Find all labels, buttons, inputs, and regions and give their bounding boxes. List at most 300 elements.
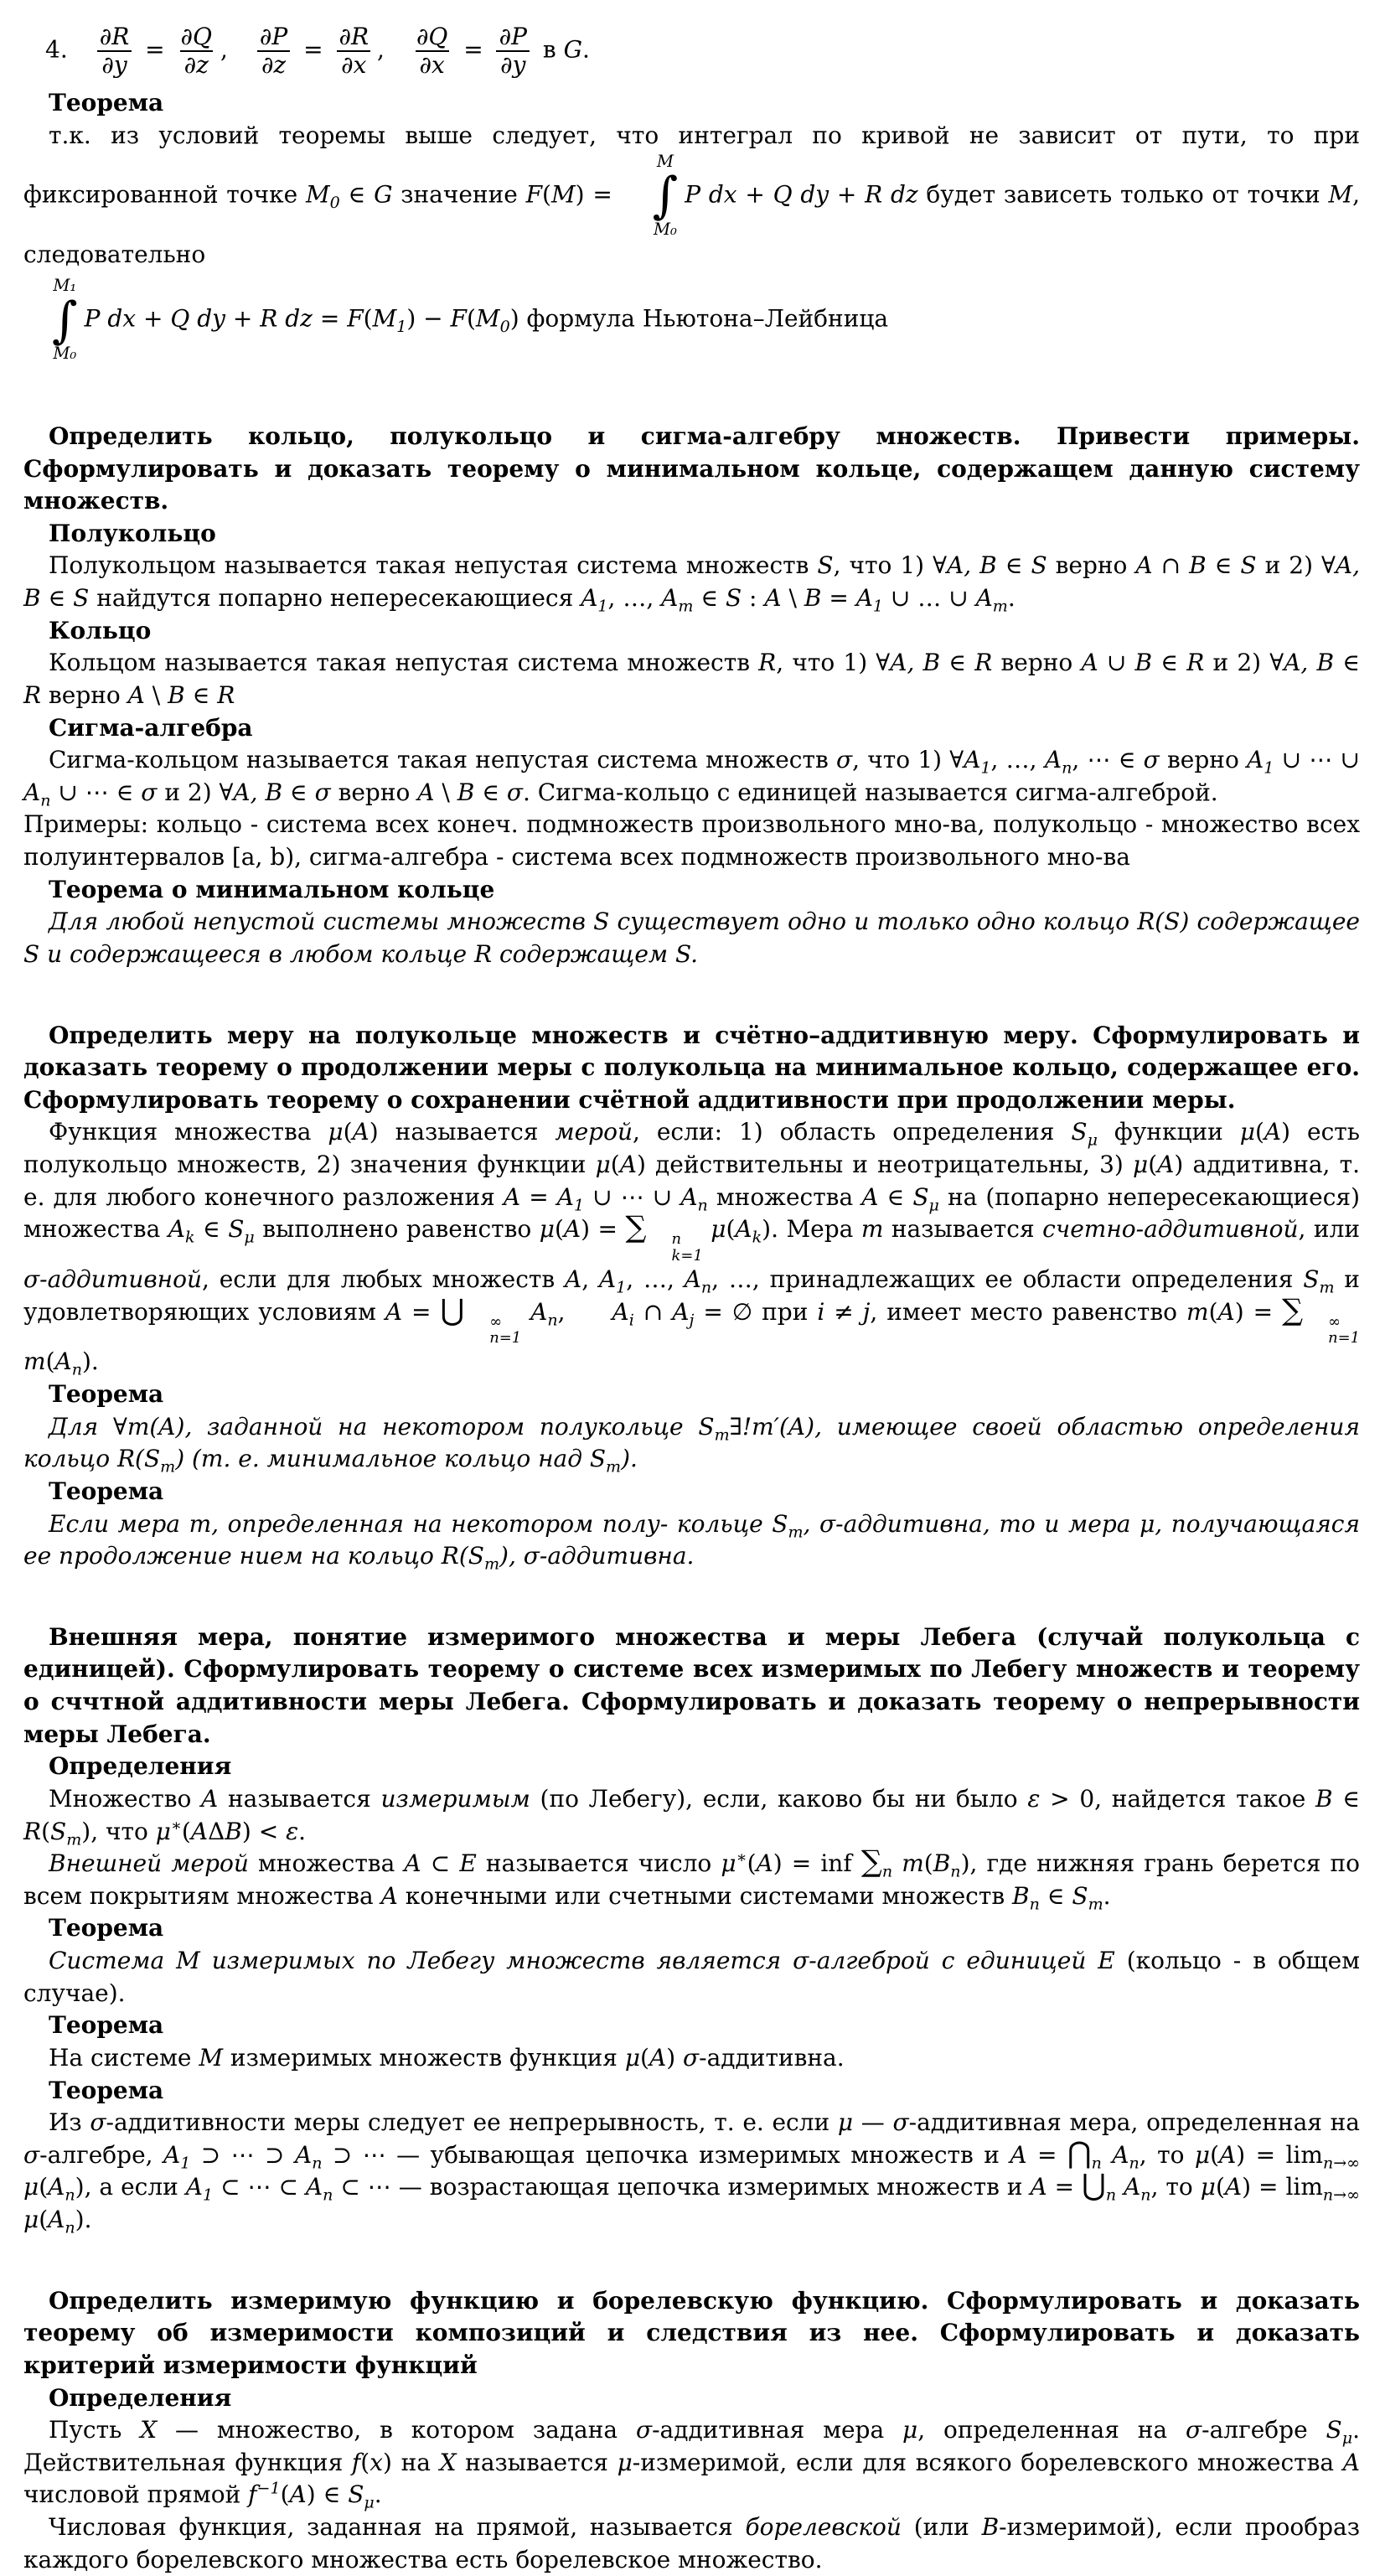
paragraph — [23, 1116, 1360, 1379]
italic-run: счетно-аддитивной — [1042, 1215, 1299, 1244]
paragraph — [23, 2042, 1360, 2075]
text-run: функции — [1097, 1118, 1240, 1146]
italic-run: измеримым — [380, 1784, 530, 1813]
subscript: n — [881, 1862, 893, 1881]
italic-run: A — [661, 584, 679, 613]
italic-run: μ — [155, 1817, 171, 1845]
text-run: Примеры: кольцо - система всех конеч. подмножеств произвольного мно-ва, полукольцо - множество всех полуинтервалов [a, b), сигма-алгебра - система всех подмножеств произвольного мно-ва — [23, 810, 1360, 872]
denominator: ∂x — [416, 50, 449, 79]
text-run: > 0, найдется такое — [1040, 1784, 1315, 1813]
subscript: 1 — [616, 1278, 627, 1297]
text-run: ( — [45, 1347, 55, 1376]
text-run: ( — [41, 1817, 51, 1845]
text-run: ∈ — [474, 778, 507, 806]
text-run: , определенная на — [917, 2416, 1186, 2444]
display-equation — [23, 23, 1360, 79]
text-run: ∪ ⋯ ∪ — [1274, 746, 1361, 774]
text-run: -аддитивна. — [699, 2043, 845, 2072]
italic-run: M — [550, 180, 576, 209]
italic-run: m — [860, 1215, 884, 1244]
italic-run: A — [503, 1182, 521, 1211]
subscript-line: n=1 — [1328, 1329, 1361, 1347]
italic-run: E — [459, 1849, 477, 1878]
text-run: ( — [466, 304, 476, 333]
italic-run: S — [1303, 1265, 1320, 1294]
text-run: ( — [360, 2448, 370, 2476]
italic-run: σ — [1186, 2416, 1202, 2444]
subscript: n — [700, 1278, 712, 1297]
text-run: ), а если — [75, 2173, 186, 2201]
text-run: ) аддитивна, т. е. для любого конечного разложения — [23, 1151, 1360, 1211]
italic-run: σ — [141, 778, 158, 806]
italic-run: μ — [1132, 1151, 1149, 1179]
italic-run: A — [417, 778, 435, 806]
text-run — [1102, 2141, 1112, 2169]
text-run: верно — [41, 680, 128, 709]
subscript: 1 — [597, 597, 608, 616]
integral-with-limits — [628, 153, 679, 240]
subscript: n — [1140, 2186, 1151, 2206]
subscript: n — [323, 2186, 333, 2206]
subscript: 0 — [329, 193, 340, 212]
text-run: -аддитивная мера, определенная на — [908, 2108, 1360, 2137]
text-run: , — [581, 1265, 599, 1294]
question-heading: Внешняя мера, понятие измеримого множества и меры Лебега (случай полукольца с единицей). Сформулировать теорему о системе всех измеримых по Лебегу множеств и теорему о сччтной аддитивности меры Лебега. Сформулировать и доказать теорему о непрерывности меры Лебега. — [23, 1622, 1360, 1748]
subscript: k — [184, 1228, 195, 1247]
text-run: (по Лебегу), если, каково бы ни было — [530, 1784, 1028, 1813]
italic-run: ε — [286, 1817, 299, 1845]
italic-run: f — [248, 2480, 257, 2509]
italic-run: A — [1135, 551, 1153, 580]
question-heading: Определить кольцо, полукольцо и сигма-алгебру множеств. Привести примеры. Сформулировать и доказать теорему о минимальном кольце, содержащем данную систему множеств. — [23, 422, 1360, 515]
subscript: n→∞ — [1322, 2154, 1361, 2173]
italic-run: A — [380, 1881, 398, 1910]
italic-run: A — [612, 1297, 629, 1326]
italic-run: A — [1081, 649, 1098, 677]
italic-run: A — [1217, 1297, 1235, 1326]
italic-run: A — [1124, 2173, 1141, 2201]
sup-sub-stack — [647, 1231, 703, 1264]
text-run: = — [1047, 2173, 1083, 2201]
paragraph — [23, 744, 1360, 809]
italic-run: σ — [835, 746, 853, 774]
italic-run: A, B — [947, 551, 997, 580]
italic-run: S — [817, 551, 834, 580]
spacer — [23, 2237, 1360, 2285]
italic-run: A — [1342, 2448, 1360, 2476]
text-run: , …, принадлежащих ее области определения — [711, 1265, 1304, 1294]
italic-run: S — [912, 1182, 929, 1211]
text-run: ∪ ⋯ ∈ — [50, 778, 142, 806]
text-run: ). Мера — [762, 1215, 861, 1244]
subscript: m — [160, 1457, 176, 1477]
text-run: Сигма-кольцом называется такая непустая система множеств — [49, 746, 836, 774]
fraction — [334, 23, 373, 79]
subscript-line: n=1 — [489, 1329, 522, 1347]
text-run: = — [821, 584, 856, 613]
italic-run: A — [1030, 2173, 1047, 2201]
italic-run: A — [861, 1182, 879, 1211]
paragraph — [23, 809, 1360, 873]
italic-run: Внешней мерой — [49, 1849, 249, 1878]
italic-run: R — [23, 680, 42, 709]
big-operator: ∑ — [1282, 1293, 1304, 1327]
text-run: , то — [1150, 2173, 1201, 2201]
subscript: 1 — [203, 2186, 214, 2206]
text-run: Для ∀m(A), заданной на некотором полукольце S — [49, 1412, 715, 1441]
text-run: ) = — [581, 1215, 626, 1244]
italic-run: A — [168, 1215, 185, 1244]
fraction — [256, 23, 292, 79]
subscript: m — [1088, 1895, 1103, 1914]
paragraph — [23, 2414, 1360, 2511]
text-run — [521, 1298, 530, 1326]
text-run: ∈ — [1152, 649, 1187, 677]
text-run: = — [1026, 2140, 1067, 2169]
text-run: Пусть — [49, 2416, 141, 2444]
italic-run: B — [1315, 1784, 1333, 1813]
numerator: ∂Q — [416, 23, 448, 50]
italic-run: A — [1157, 1151, 1175, 1179]
italic-run: A — [1224, 2173, 1243, 2201]
roman-run: (кольцо - в общем случае). — [23, 1947, 1360, 2007]
theorem-paragraph — [23, 1945, 1360, 2010]
italic-run: A — [564, 1265, 582, 1294]
italic-run: M — [475, 304, 500, 333]
denominator: ∂z — [257, 50, 290, 79]
heading: Полукольцо — [49, 519, 216, 547]
text-run: , то — [1139, 2140, 1195, 2169]
text-run: = — [296, 35, 331, 64]
heading: Определения — [49, 2383, 232, 2412]
text-run: множества — [248, 1849, 405, 1878]
integral-sign: ∫ — [652, 166, 679, 225]
subscript: n — [950, 1862, 961, 1881]
text-run: ∈ — [1334, 649, 1360, 677]
italic-run: R — [1186, 649, 1205, 677]
italic-run: M — [1328, 180, 1353, 209]
subscript: n — [1029, 1895, 1040, 1914]
text-run: = — [312, 304, 348, 333]
italic-run: F — [450, 304, 467, 333]
text-run: , если для любых множеств — [202, 1265, 565, 1294]
big-operator: ⋂ — [1067, 2136, 1092, 2170]
heading: Теорема — [49, 89, 164, 117]
heading: Теорема — [49, 2076, 164, 2104]
italic-run: σ — [506, 778, 523, 806]
italic-run: m — [23, 1347, 46, 1376]
subscript: m — [1319, 1278, 1335, 1297]
italic-run: B — [981, 2513, 1000, 2542]
text-run: называется — [218, 1784, 381, 1813]
spacer — [23, 1573, 1360, 1622]
italic-run: A — [352, 1118, 370, 1146]
italic-run: мерой — [555, 1118, 633, 1146]
subscript: n — [697, 1196, 708, 1215]
subscript: 0 — [499, 318, 510, 337]
denominator: ∂y — [97, 50, 131, 79]
heading: Кольцо — [49, 616, 152, 644]
italic-run: μ — [1200, 2173, 1216, 2201]
text-run: , — [557, 1297, 612, 1326]
text-run: ∈ — [996, 551, 1031, 580]
text-run: + — [136, 304, 171, 333]
italic-run: X — [140, 2416, 158, 2444]
subscript: n — [312, 2154, 323, 2173]
italic-run: A — [1264, 1118, 1282, 1146]
text-run: , ⋯ ∈ — [1072, 746, 1144, 774]
italic-run: A — [1219, 2140, 1237, 2169]
italic-run: S — [1071, 1118, 1088, 1146]
subscript: μ — [928, 1196, 939, 1215]
superscript-line: ∞ — [1328, 1312, 1341, 1331]
subscript: m — [483, 1554, 500, 1574]
text-run: Если мера m, определенная на некотором полу- кольце S — [49, 1509, 788, 1538]
text-run: , следовательно — [23, 180, 1361, 269]
text-run: и 2) ∀ — [157, 778, 234, 806]
big-operator: ⋃ — [1082, 2169, 1106, 2203]
italic-run: A — [385, 1297, 403, 1326]
italic-run: μ — [721, 1849, 736, 1878]
italic-run: A — [1112, 2140, 1129, 2169]
text-run: -алгебре — [1202, 2416, 1326, 2444]
text-run: ∪ … ∪ — [883, 584, 976, 613]
text-run: называется — [456, 2448, 618, 2476]
text-run: ) — [666, 2043, 684, 2072]
text-run: ( — [542, 180, 551, 209]
italic-run: A — [185, 2173, 203, 2201]
text-run: ∈ — [878, 1182, 913, 1211]
italic-run: σ — [1143, 746, 1160, 774]
big-operator: ∑ — [625, 1211, 647, 1245]
italic-run: R dz — [260, 304, 313, 333]
italic-run: μ — [328, 1118, 344, 1146]
text-run: ) = inf — [773, 1849, 861, 1878]
subscript: j — [689, 1311, 695, 1330]
text-run: Кольцом называется такая непустая система множеств — [49, 649, 759, 677]
italic-run: μ — [1194, 2140, 1211, 2169]
text-run: ∈ — [40, 584, 74, 613]
text-run: найдутся попарно непересекающиеся — [89, 584, 581, 613]
italic-run: A, B — [23, 551, 1361, 613]
question-heading: Определить измеримую функцию и борелевскую функцию. Сформулировать и доказать теорему об измеримости композиций и следствия из нее. Сформулировать и доказать критерий измеримости функций — [23, 2286, 1360, 2379]
text-run: , …, — [626, 1265, 685, 1294]
text-run: ) формула Ньютона–Лейбница — [509, 304, 889, 333]
text-run: ( — [1208, 1297, 1218, 1326]
italic-run: μ — [23, 2206, 39, 2234]
text-run: = — [520, 1182, 557, 1211]
text-run: ∃!m′(A), имеющее своей областью определения кольцо R(S — [23, 1412, 1360, 1473]
text-run: и 2) ∀ — [1256, 551, 1336, 580]
italic-run: S — [228, 1215, 245, 1244]
italic-run: B — [804, 584, 822, 613]
text-run: -аддитивности меры следует ее непрерывность, т. е. если — [106, 2108, 838, 2137]
italic-run: σ — [314, 778, 331, 806]
italic-run: борелевской — [745, 2513, 902, 2542]
italic-run: σ — [892, 2108, 909, 2137]
italic-run: μ — [711, 1215, 726, 1244]
text-run: ) − — [406, 304, 451, 333]
text-run: Числовая функция, заданная на прямой, называется — [49, 2513, 746, 2542]
italic-run: μ — [902, 2416, 918, 2444]
text-run: ( — [747, 1849, 757, 1878]
doc-blocks — [23, 23, 1360, 2576]
italic-run: S — [73, 584, 90, 613]
text-run: выполнено равенство — [254, 1215, 540, 1244]
text-run: -измеримой), если прообраз каждого борелевского множества есть борелевское множество. — [23, 2513, 1360, 2573]
italic-run: X — [439, 2448, 457, 2476]
paragraph — [23, 120, 1360, 272]
text-run: ∈ — [693, 584, 726, 613]
subscript-line: k=1 — [671, 1246, 703, 1265]
italic-run: σ — [635, 2416, 653, 2444]
numerator: ∂Q — [180, 23, 212, 50]
lower-limit: M₀ — [653, 219, 677, 239]
italic-run: A, B — [890, 649, 941, 677]
text-run: верно — [1047, 551, 1136, 580]
theorem-paragraph — [23, 1411, 1360, 1476]
text-run: на (попарно непересекающиеся) множества — [23, 1182, 1361, 1244]
italic-run: G — [563, 35, 582, 64]
italic-run: μ — [617, 2448, 633, 2476]
italic-run: A, B — [233, 778, 283, 806]
italic-run: B — [1012, 1881, 1030, 1910]
subscript: n — [1129, 2154, 1140, 2173]
italic-run: Q dy — [170, 304, 225, 333]
subscript: m — [66, 1830, 82, 1849]
text-run: верно — [992, 649, 1082, 677]
italic-run: S — [1326, 2416, 1342, 2444]
italic-run: B — [1134, 649, 1153, 677]
italic-run: A — [581, 584, 598, 613]
paragraph — [23, 1845, 1361, 1914]
heading: Теорема — [49, 1477, 164, 1505]
italic-run: A — [1247, 746, 1264, 774]
text-run: — множество, в котором задана — [157, 2416, 636, 2444]
italic-run: A, B — [1284, 649, 1335, 677]
text-run: ). — [82, 1347, 99, 1376]
superscript-line: ∞ — [489, 1312, 503, 1331]
text-run: ) называется — [369, 1118, 556, 1146]
subscript: μ — [364, 2494, 375, 2513]
italic-run: A — [598, 1265, 617, 1294]
text-run: = — [402, 1297, 441, 1326]
italic-run: μ — [624, 2043, 641, 2072]
text-run: . Сигма-кольцо с единицей называется сигма-алгеброй. — [522, 778, 1218, 806]
subscript: μ — [1087, 1131, 1098, 1151]
text-run: ∈ — [1039, 1881, 1072, 1910]
italic-run: P dx — [685, 180, 737, 209]
text-run: ( — [726, 1215, 736, 1244]
heading: Теорема — [49, 1380, 164, 1409]
subscript: n — [71, 1361, 82, 1380]
italic-run: j — [862, 1297, 871, 1326]
subscript: n — [1091, 2154, 1102, 2173]
superscript: ∗ — [170, 1816, 182, 1835]
numerator: ∂P — [259, 23, 288, 50]
italic-run: σ — [23, 2140, 40, 2169]
italic-run: μ — [595, 1151, 611, 1179]
text-run: ( — [280, 2480, 290, 2509]
italic-run: i — [817, 1297, 825, 1326]
text-run: ∈ — [940, 649, 975, 677]
text-run: ∩ — [1152, 551, 1190, 580]
theorem-paragraph — [23, 1508, 1360, 1573]
text-run: Функция множества — [49, 1118, 328, 1146]
text-run: . — [1007, 584, 1015, 613]
paragraph — [23, 2107, 1360, 2237]
text-run: ⊂ ⋯ — возрастающая цепочка измеримых множеств и — [333, 2173, 1031, 2201]
text-run: ( — [363, 304, 373, 333]
text-run: ) (т. е. минимальное кольцо над S — [175, 1445, 607, 1473]
text-run: называется число — [476, 1849, 721, 1878]
text-run: , что 1) ∀ — [833, 551, 947, 580]
text-run: -аддитивная мера — [652, 2416, 903, 2444]
italic-run: R — [974, 649, 993, 677]
italic-run: σ — [683, 2043, 700, 2072]
text-run: называется — [883, 1215, 1043, 1244]
italic-run: M — [199, 2043, 224, 2072]
text-run: ≠ — [824, 1297, 863, 1326]
italic-run: m — [902, 1849, 924, 1878]
italic-run: A — [1010, 2140, 1027, 2169]
italic-run: μ — [539, 1215, 555, 1244]
subscript: 1 — [574, 1196, 585, 1215]
text-run: Δ — [208, 1817, 225, 1845]
text-run: , что 1) ∀ — [776, 649, 891, 677]
numerator: ∂R — [338, 23, 370, 50]
integral-with-limits — [52, 277, 78, 364]
text-run: ∈ — [1332, 1784, 1361, 1813]
subscript: n — [1105, 2186, 1117, 2206]
text-run: , что 1) ∀ — [852, 746, 964, 774]
text-run: ( — [923, 1849, 933, 1878]
text-run — [892, 1849, 902, 1877]
paragraph — [23, 1783, 1360, 1848]
subscript: n — [40, 791, 51, 810]
italic-run: A — [404, 1849, 421, 1878]
superscript-line: n — [671, 1230, 682, 1249]
italic-run: B — [933, 1849, 951, 1878]
italic-run: σ-аддитивной — [23, 1265, 203, 1294]
subscript: 1 — [396, 318, 407, 337]
text-run: множества — [707, 1182, 862, 1211]
subscript: n — [1062, 758, 1072, 778]
text-run: и удовлетворяющих условиям — [23, 1265, 1360, 1326]
text-run: в — [535, 35, 564, 64]
text-run: + — [829, 180, 866, 209]
italic-run: A — [1044, 746, 1062, 774]
text-run: ∈ — [184, 680, 218, 709]
text-run: и 2) ∀ — [1204, 649, 1284, 677]
subscript: n — [547, 1311, 558, 1330]
italic-run: A — [294, 2140, 313, 2169]
text-run: ) действительны и неотрицательны, 3) — [636, 1151, 1133, 1179]
paragraph — [23, 550, 1360, 614]
text-run: ( — [39, 2206, 49, 2234]
text-run: , или — [1298, 1215, 1361, 1244]
text-run: \ — [781, 584, 804, 613]
numerator: ∂P — [499, 23, 527, 50]
subscript: n — [65, 2186, 75, 2206]
italic-run: f — [351, 2448, 361, 2476]
text-run: -измеримой, если для всякого борелевского множества — [632, 2448, 1343, 2476]
text-run: ) ∈ — [306, 2480, 349, 2509]
italic-run: B — [457, 778, 475, 806]
subscript: m — [788, 1523, 804, 1542]
subscript: n — [65, 2218, 75, 2237]
text-run: . — [374, 2480, 382, 2509]
